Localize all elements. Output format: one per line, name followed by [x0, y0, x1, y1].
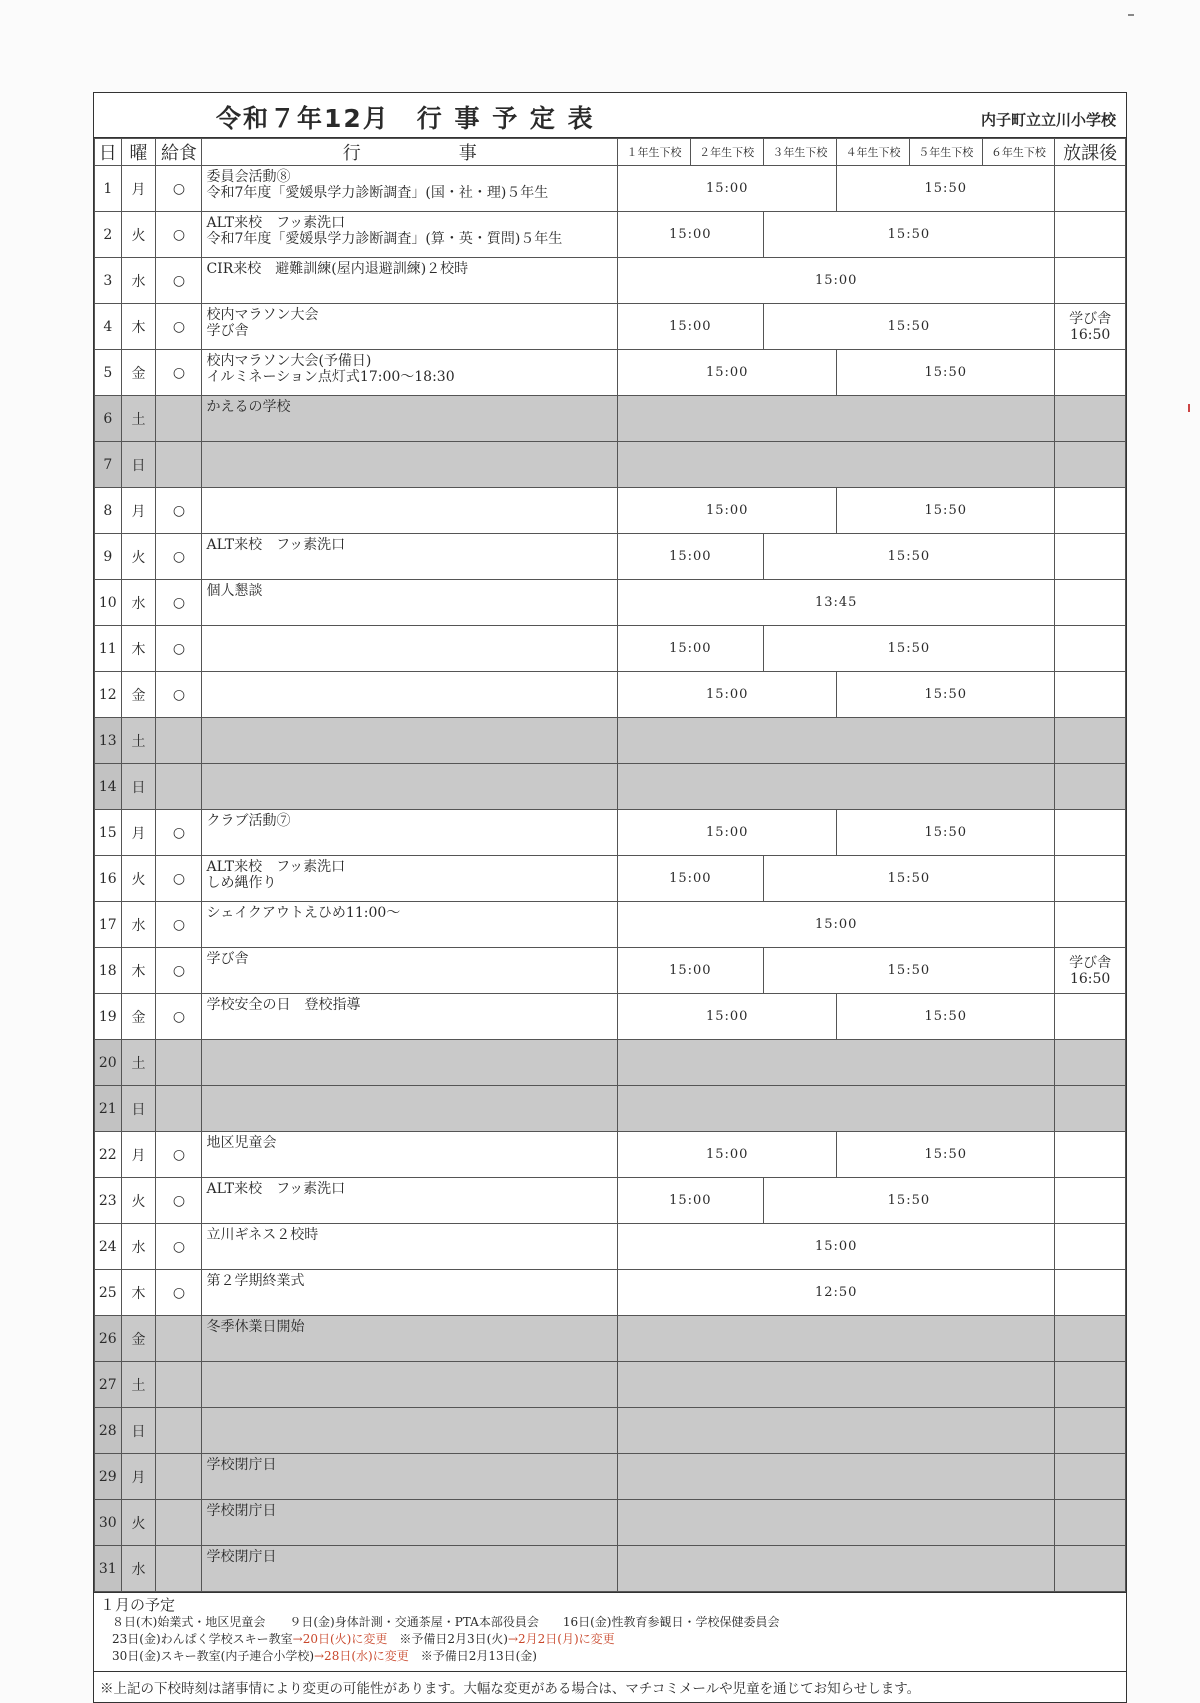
day-number: 11 — [95, 626, 122, 672]
dismissal-lower: 15:00 — [618, 994, 837, 1040]
weekday: 金 — [121, 994, 156, 1040]
day-number: 21 — [95, 1086, 122, 1132]
day-row — [95, 718, 1126, 764]
dismissal-upper: 15:50 — [763, 856, 1055, 902]
event-cell — [202, 1132, 618, 1178]
header-after-school: 放課後 — [1055, 139, 1126, 166]
weekday: 木 — [121, 626, 156, 672]
day-number: 18 — [95, 948, 122, 994]
day-row — [95, 258, 1126, 304]
after-school-cell — [1055, 580, 1126, 626]
day-row — [95, 396, 1126, 442]
dismissal-empty — [618, 1546, 1055, 1592]
day-row — [95, 534, 1126, 580]
day-row — [95, 994, 1126, 1040]
after-school-line: 学び舎 — [1069, 310, 1112, 327]
event-cell — [202, 672, 618, 718]
day-number: 7 — [95, 442, 122, 488]
event-line: 校内マラソン大会(予備日) — [206, 353, 372, 369]
header-grade-1: １年生下校 — [618, 139, 691, 166]
day-number: 30 — [95, 1500, 122, 1546]
event-line: 学び舎 — [206, 951, 249, 967]
day-row — [95, 1224, 1126, 1270]
event-line: ALT来校 フッ素洗口 — [206, 1181, 346, 1197]
lunch-mark — [156, 1362, 202, 1408]
day-row — [95, 1040, 1126, 1086]
day-number: 16 — [95, 856, 122, 902]
lunch-mark — [156, 1454, 202, 1500]
after-school-cell — [1055, 166, 1126, 212]
day-number: 2 — [95, 212, 122, 258]
weekday: 火 — [121, 212, 156, 258]
weekday: 日 — [121, 764, 156, 810]
school-name: 内子町立立川小学校 — [980, 111, 1116, 129]
lunch-mark: ○ — [156, 810, 202, 856]
dismissal-empty — [618, 1316, 1055, 1362]
after-school-empty — [1055, 718, 1126, 764]
weekday: 土 — [121, 1362, 156, 1408]
dismissal-empty — [618, 442, 1055, 488]
day-row — [95, 810, 1126, 856]
header-grade-3: ３年生下校 — [763, 139, 837, 166]
after-school-cell — [1055, 1270, 1126, 1316]
dismissal-empty — [618, 1362, 1055, 1408]
day-number: 9 — [95, 534, 122, 580]
event-cell — [202, 396, 618, 442]
after-school-cell — [1055, 994, 1126, 1040]
after-school-empty — [1055, 1040, 1126, 1086]
lunch-mark — [156, 1040, 202, 1086]
day-number: 12 — [95, 672, 122, 718]
footer-note: ※上記の下校時刻は諸事情により変更の可能性があります。大幅な変更がある場合は、マチコミメールや児童を通じてお知らせします。 — [94, 1671, 1126, 1702]
day-row — [95, 1316, 1126, 1362]
event-cell — [202, 1316, 618, 1362]
event-cell — [202, 1454, 618, 1500]
day-row — [95, 166, 1126, 212]
day-row — [95, 1500, 1126, 1546]
dismissal-upper: 15:50 — [837, 1132, 1055, 1178]
day-number: 1 — [95, 166, 122, 212]
weekday: 水 — [121, 580, 156, 626]
weekday: 木 — [121, 1270, 156, 1316]
weekday: 月 — [121, 166, 156, 212]
dismissal-upper: 15:50 — [763, 948, 1055, 994]
notes-line-3-change: →28日(水)に変更 — [314, 1649, 409, 1663]
event-cell — [202, 580, 618, 626]
dismissal-all: 15:00 — [618, 258, 1055, 304]
day-number: 6 — [95, 396, 122, 442]
header-grade-2: ２年生下校 — [690, 139, 763, 166]
day-number: 3 — [95, 258, 122, 304]
weekday: 月 — [121, 488, 156, 534]
lunch-mark — [156, 396, 202, 442]
dismissal-lower: 15:00 — [618, 626, 763, 672]
day-row — [95, 1546, 1126, 1592]
schedule-sheet — [93, 92, 1127, 1703]
dismissal-lower: 15:00 — [618, 810, 837, 856]
dismissal-empty — [618, 1408, 1055, 1454]
day-row — [95, 672, 1126, 718]
after-school-cell — [1055, 212, 1126, 258]
event-cell — [202, 1040, 618, 1086]
event-cell — [202, 166, 618, 212]
dismissal-upper: 15:50 — [763, 212, 1055, 258]
after-school-cell — [1055, 948, 1126, 994]
event-line: シェイクアウトえひめ11:00～ — [206, 905, 401, 921]
lunch-mark — [156, 1408, 202, 1454]
lunch-mark — [156, 764, 202, 810]
day-number: 28 — [95, 1408, 122, 1454]
day-row — [95, 580, 1126, 626]
after-school-cell — [1055, 1132, 1126, 1178]
page-title: 令和７年12月 行 事 予 定 表 — [216, 104, 595, 133]
weekday: 水 — [121, 1224, 156, 1270]
schedule-body — [95, 166, 1126, 1592]
weekday: 日 — [121, 1086, 156, 1132]
weekday: 月 — [121, 1132, 156, 1178]
event-line: 学校安全の日 登校指導 — [206, 997, 361, 1013]
day-row — [95, 212, 1126, 258]
day-row — [95, 1270, 1126, 1316]
after-school-cell — [1055, 856, 1126, 902]
day-number: 24 — [95, 1224, 122, 1270]
day-row — [95, 1362, 1126, 1408]
dismissal-empty — [618, 764, 1055, 810]
event-cell — [202, 488, 618, 534]
day-row — [95, 626, 1126, 672]
notes-line-1: ８日(木)始業式・地区児童会 ９日(金)身体計測・交通茶屋・PTA本部役員会 16日(金)性教育参観日・学校保健委員会 — [112, 1615, 780, 1629]
after-school-cell — [1055, 1224, 1126, 1270]
after-school-cell — [1055, 626, 1126, 672]
lunch-mark: ○ — [156, 902, 202, 948]
dismissal-lower: 15:00 — [618, 350, 837, 396]
weekday: 水 — [121, 902, 156, 948]
weekday: 日 — [121, 1408, 156, 1454]
after-school-cell — [1055, 304, 1126, 350]
lunch-mark — [156, 1500, 202, 1546]
lunch-mark: ○ — [156, 534, 202, 580]
lunch-mark: ○ — [156, 488, 202, 534]
event-cell — [202, 258, 618, 304]
event-line: 令和7年度「愛媛県学力診断調査」(国・社・理)５年生 — [206, 185, 549, 201]
lunch-mark: ○ — [156, 994, 202, 1040]
day-number: 10 — [95, 580, 122, 626]
dismissal-upper: 15:50 — [763, 304, 1055, 350]
event-line: ALT来校 フッ素洗口 — [206, 859, 346, 875]
dismissal-upper: 15:50 — [837, 166, 1055, 212]
event-line: かえるの学校 — [206, 399, 291, 415]
after-school-empty — [1055, 1086, 1126, 1132]
lunch-mark: ○ — [156, 1224, 202, 1270]
event-line: 校内マラソン大会 — [206, 307, 319, 323]
lunch-mark: ○ — [156, 1132, 202, 1178]
header-day: 日 — [95, 139, 122, 166]
after-school-cell — [1055, 350, 1126, 396]
day-number: 14 — [95, 764, 122, 810]
event-cell — [202, 902, 618, 948]
dismissal-upper: 15:50 — [763, 534, 1055, 580]
dismissal-all: 15:00 — [618, 1224, 1055, 1270]
event-line: イルミネーション点灯式17:00～18:30 — [206, 369, 455, 385]
day-number: 20 — [95, 1040, 122, 1086]
dismissal-upper: 15:50 — [837, 672, 1055, 718]
after-school-cell — [1055, 488, 1126, 534]
event-line: 学校閉庁日 — [206, 1503, 277, 1519]
event-line: 第２学期終業式 — [206, 1273, 305, 1289]
event-line: ALT来校 フッ素洗口 — [206, 537, 346, 553]
after-school-empty — [1055, 1316, 1126, 1362]
schedule-table — [94, 138, 1126, 1592]
event-cell — [202, 764, 618, 810]
day-number: 5 — [95, 350, 122, 396]
day-row — [95, 1132, 1126, 1178]
day-number: 4 — [95, 304, 122, 350]
event-line: 学校閉庁日 — [206, 1457, 277, 1473]
after-school-empty — [1055, 764, 1126, 810]
dismissal-lower: 15:00 — [618, 212, 763, 258]
day-row — [95, 1454, 1126, 1500]
header-grade-6: ６年生下校 — [982, 139, 1055, 166]
event-cell — [202, 994, 618, 1040]
day-row — [95, 1086, 1126, 1132]
weekday: 月 — [121, 810, 156, 856]
event-line: 地区児童会 — [206, 1135, 277, 1151]
event-cell — [202, 1362, 618, 1408]
event-cell — [202, 948, 618, 994]
january-notes — [94, 1592, 1126, 1671]
dismissal-upper: 15:50 — [837, 488, 1055, 534]
lunch-mark: ○ — [156, 856, 202, 902]
after-school-empty — [1055, 1408, 1126, 1454]
after-school-line: 16:50 — [1069, 326, 1111, 343]
weekday: 木 — [121, 948, 156, 994]
dismissal-empty — [618, 1040, 1055, 1086]
dismissal-empty — [618, 1500, 1055, 1546]
dismissal-lower: 15:00 — [618, 488, 837, 534]
event-line: 冬季休業日開始 — [206, 1319, 305, 1335]
dismissal-all: 13:45 — [618, 580, 1055, 626]
event-cell — [202, 350, 618, 396]
event-cell — [202, 212, 618, 258]
dismissal-upper: 15:50 — [837, 350, 1055, 396]
weekday: 月 — [121, 1454, 156, 1500]
header-grade-4: ４年生下校 — [837, 139, 910, 166]
notes-line-2-reserve: ※予備日2月3日(火) — [387, 1632, 508, 1646]
weekday: 金 — [121, 1316, 156, 1362]
header-weekday: 曜 — [121, 139, 156, 166]
lunch-mark: ○ — [156, 166, 202, 212]
notes-heading: １月の予定 — [100, 1596, 176, 1614]
weekday: 水 — [121, 1546, 156, 1592]
dismissal-all: 12:50 — [618, 1270, 1055, 1316]
after-school-empty — [1055, 1546, 1126, 1592]
notes-line-2 — [100, 1631, 1120, 1648]
day-row — [95, 948, 1126, 994]
day-row — [95, 1178, 1126, 1224]
after-school-empty — [1055, 442, 1126, 488]
after-school-empty — [1055, 1500, 1126, 1546]
dismissal-lower: 15:00 — [618, 948, 763, 994]
event-line: 委員会活動⑧ — [206, 169, 291, 185]
day-number: 22 — [95, 1132, 122, 1178]
event-line: 学び舎 — [206, 323, 249, 339]
weekday: 火 — [121, 1500, 156, 1546]
event-cell — [202, 1224, 618, 1270]
notes-line-2-change: →20日(火)に変更 — [292, 1632, 388, 1646]
event-cell — [202, 1408, 618, 1454]
day-number: 15 — [95, 810, 122, 856]
after-school-cell — [1055, 1178, 1126, 1224]
header-events: 行 事 — [202, 139, 618, 166]
event-line: ALT来校 フッ素洗口 — [206, 215, 346, 231]
dismissal-upper: 15:50 — [763, 626, 1055, 672]
lunch-mark: ○ — [156, 580, 202, 626]
day-number: 26 — [95, 1316, 122, 1362]
lunch-mark: ○ — [156, 626, 202, 672]
dismissal-lower: 15:00 — [618, 672, 837, 718]
event-cell — [202, 1270, 618, 1316]
notes-line-2-reserve-change: →2月2日(月)に変更 — [507, 1632, 615, 1646]
day-number: 31 — [95, 1546, 122, 1592]
lunch-mark — [156, 1086, 202, 1132]
event-line: 個人懇談 — [206, 583, 263, 599]
lunch-mark: ○ — [156, 1178, 202, 1224]
weekday: 土 — [121, 396, 156, 442]
title-row — [94, 93, 1126, 138]
notes-line-3-text: 30日(金)スキー教室(内子連合小学校) — [112, 1649, 314, 1663]
notes-line-3-reserve: ※予備日2月13日(金) — [408, 1649, 537, 1663]
after-school-cell — [1055, 810, 1126, 856]
after-school-cell — [1055, 258, 1126, 304]
event-line: 学校閉庁日 — [206, 1549, 277, 1565]
after-school-cell — [1055, 534, 1126, 580]
event-cell — [202, 626, 618, 672]
dismissal-empty — [618, 396, 1055, 442]
weekday: 金 — [121, 672, 156, 718]
dismissal-lower: 15:00 — [618, 166, 837, 212]
day-row — [95, 902, 1126, 948]
dismissal-lower: 15:00 — [618, 1178, 763, 1224]
day-number: 19 — [95, 994, 122, 1040]
after-school-empty — [1055, 1454, 1126, 1500]
event-cell — [202, 856, 618, 902]
event-cell — [202, 1086, 618, 1132]
day-number: 25 — [95, 1270, 122, 1316]
dismissal-upper: 15:50 — [837, 994, 1055, 1040]
event-cell — [202, 1178, 618, 1224]
day-number: 8 — [95, 488, 122, 534]
lunch-mark — [156, 442, 202, 488]
event-line: クラブ活動⑦ — [206, 813, 291, 829]
weekday: 火 — [121, 534, 156, 580]
lunch-mark: ○ — [156, 350, 202, 396]
day-number: 23 — [95, 1178, 122, 1224]
day-number: 27 — [95, 1362, 122, 1408]
header-grade-5: ５年生下校 — [909, 139, 982, 166]
weekday: 土 — [121, 1040, 156, 1086]
event-cell — [202, 304, 618, 350]
event-cell — [202, 1500, 618, 1546]
lunch-mark: ○ — [156, 212, 202, 258]
dismissal-upper: 15:50 — [837, 810, 1055, 856]
weekday: 金 — [121, 350, 156, 396]
lunch-mark — [156, 718, 202, 764]
weekday: 木 — [121, 304, 156, 350]
dismissal-lower: 15:00 — [618, 856, 763, 902]
scan-speck — [1128, 14, 1134, 16]
scan-mark — [1188, 404, 1190, 412]
event-cell — [202, 718, 618, 764]
day-number: 29 — [95, 1454, 122, 1500]
header-row — [95, 139, 1126, 166]
day-row — [95, 350, 1126, 396]
day-row — [95, 488, 1126, 534]
event-cell — [202, 1546, 618, 1592]
weekday: 火 — [121, 1178, 156, 1224]
event-line: 立川ギネス２校時 — [206, 1227, 319, 1243]
lunch-mark: ○ — [156, 1270, 202, 1316]
after-school-empty — [1055, 1362, 1126, 1408]
weekday: 日 — [121, 442, 156, 488]
notes-line-3 — [100, 1648, 1120, 1665]
dismissal-empty — [618, 718, 1055, 764]
dismissal-upper: 15:50 — [763, 1178, 1055, 1224]
weekday: 水 — [121, 258, 156, 304]
event-cell — [202, 810, 618, 856]
dismissal-lower: 15:00 — [618, 534, 763, 580]
weekday: 火 — [121, 856, 156, 902]
dismissal-empty — [618, 1086, 1055, 1132]
lunch-mark — [156, 1316, 202, 1362]
day-row — [95, 442, 1126, 488]
header-lunch: 給食 — [156, 139, 202, 166]
notes-line-2-text: 23日(金)わんぱく学校スキー教室 — [112, 1632, 293, 1646]
after-school-empty — [1055, 396, 1126, 442]
dismissal-all: 15:00 — [618, 902, 1055, 948]
dismissal-lower: 15:00 — [618, 1132, 837, 1178]
dismissal-empty — [618, 1454, 1055, 1500]
weekday: 土 — [121, 718, 156, 764]
day-row — [95, 1408, 1126, 1454]
event-line: CIR来校 避難訓練(屋内退避訓練)２校時 — [206, 261, 469, 277]
event-cell — [202, 442, 618, 488]
day-row — [95, 304, 1126, 350]
after-school-cell — [1055, 672, 1126, 718]
after-school-line: 16:50 — [1069, 970, 1111, 987]
lunch-mark — [156, 1546, 202, 1592]
event-line: しめ縄作り — [206, 875, 277, 891]
lunch-mark: ○ — [156, 258, 202, 304]
after-school-cell — [1055, 902, 1126, 948]
lunch-mark: ○ — [156, 948, 202, 994]
after-school-line: 学び舎 — [1069, 954, 1112, 971]
event-line: 令和7年度「愛媛県学力診断調査」(算・英・質問)５年生 — [206, 231, 563, 247]
dismissal-lower: 15:00 — [618, 304, 763, 350]
day-number: 17 — [95, 902, 122, 948]
day-row — [95, 856, 1126, 902]
day-row — [95, 764, 1126, 810]
lunch-mark: ○ — [156, 304, 202, 350]
lunch-mark: ○ — [156, 672, 202, 718]
day-number: 13 — [95, 718, 122, 764]
event-cell — [202, 534, 618, 580]
